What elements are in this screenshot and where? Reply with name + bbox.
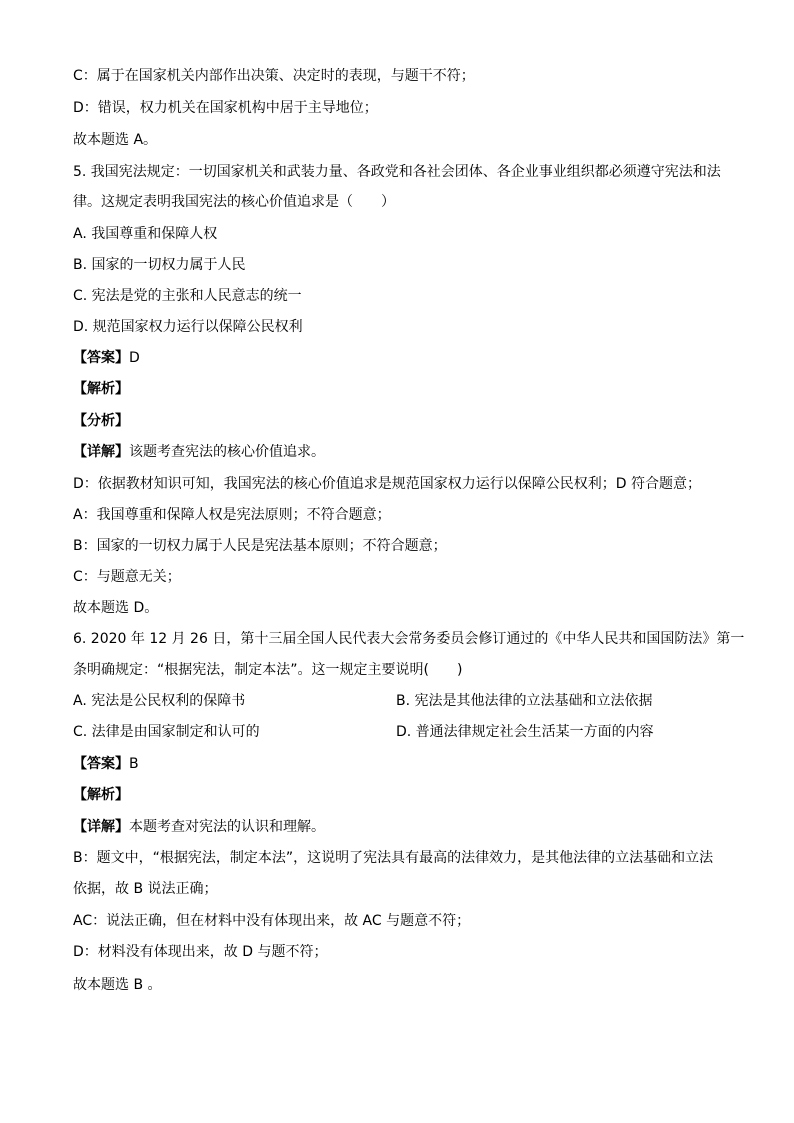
q6-option-b: B. 宪法是其他法律的立法基础和立法依据 — [396, 693, 653, 709]
prev-explain-d: D：错误，权力机关在国家机构中居于主导地位； — [73, 100, 378, 116]
q5-option-a: A. 我国尊重和保障人权 — [73, 226, 218, 242]
q5-fenxi-tag — [73, 412, 129, 430]
q6-stem-line2: 条明确规定：“根据宪法，制定本法”。这一规定主要说明( ) — [73, 662, 463, 678]
q5-explain-a: A：我国尊重和保障人权是宪法原则；不符合题意； — [73, 507, 391, 523]
detail-tag: 【详解】 — [73, 444, 129, 460]
q6-option-c: C. 法律是由国家制定和认可的 — [73, 724, 260, 740]
answer-value: B — [129, 756, 139, 772]
q6-explain-d: D：材料没有体现出来，故 D 与题不符； — [73, 944, 328, 960]
q5-option-d: D. 规范国家权力运行以保障公民权利 — [73, 319, 303, 335]
q6-option-a: A. 宪法是公民权利的保障书 — [73, 693, 246, 709]
q6-conclusion: 故本题选 B 。 — [73, 977, 162, 993]
q5-stem-line2: 律。这规定表明我国宪法的核心价值追求是（ ） — [73, 194, 395, 210]
detail-text: 本题考查对宪法的认识和理解。 — [129, 819, 325, 835]
analysis-tag: 【解析】 — [73, 787, 129, 803]
analysis-tag: 【解析】 — [73, 381, 129, 397]
q6-stem-line1: 6. 2020 年 12 月 26 日，第十三届全国人民代表大会常务委员会修订通过的《中华人民共和国国防法》第一 — [73, 631, 745, 647]
prev-explain-c: C：属于在国家机关内部作出决策、决定时的表现，与题干不符； — [73, 68, 475, 84]
answer-tag: 【答案】 — [73, 350, 129, 366]
q5-explain-d: D：依据教材知识可知，我国宪法的核心价值追求是规范国家权力运行以保障公民权利；D 符合题意； — [73, 476, 702, 492]
q5-stem-line1: 5. 我国宪法规定：一切国家机关和武装力量、各政党和各社会团体、各企业事业组织都必须遵守宪法和法 — [73, 164, 721, 180]
prev-conclusion: 故本题选 A。 — [73, 132, 158, 148]
detail-text: 该题考查宪法的核心价值追求。 — [129, 444, 325, 460]
q6-explain-ac: AC：说法正确，但在材料中没有体现出来，故 AC 与题意不符； — [73, 913, 471, 929]
q6-answer — [73, 755, 139, 773]
answer-value: D — [129, 350, 140, 366]
q6-detail — [73, 818, 325, 836]
fenxi-tag: 【分析】 — [73, 413, 129, 429]
q6-explain-b-line2: 依据，故 B 说法正确； — [73, 881, 218, 897]
q5-explain-b: B：国家的一切权力属于人民是宪法基本原则；不符合题意； — [73, 538, 447, 554]
answer-tag: 【答案】 — [73, 756, 129, 772]
detail-tag: 【详解】 — [73, 819, 129, 835]
q5-explain-c: C：与题意无关； — [73, 569, 181, 585]
q6-explain-b-line1: B：题文中，“根据宪法，制定本法”，这说明了宪法具有最高的法律效力，是其他法律的立法基础和立法 — [73, 850, 714, 866]
q5-answer — [73, 349, 140, 367]
q6-analysis-tag — [73, 786, 129, 804]
q5-analysis-tag — [73, 380, 129, 398]
q5-option-c: C. 宪法是党的主张和人民意志的统一 — [73, 288, 302, 304]
q5-option-b: B. 国家的一切权力属于人民 — [73, 257, 246, 273]
q6-option-d: D. 普通法律规定社会生活某一方面的内容 — [396, 724, 654, 740]
q5-detail — [73, 443, 325, 461]
q5-conclusion: 故本题选 D。 — [73, 600, 159, 616]
